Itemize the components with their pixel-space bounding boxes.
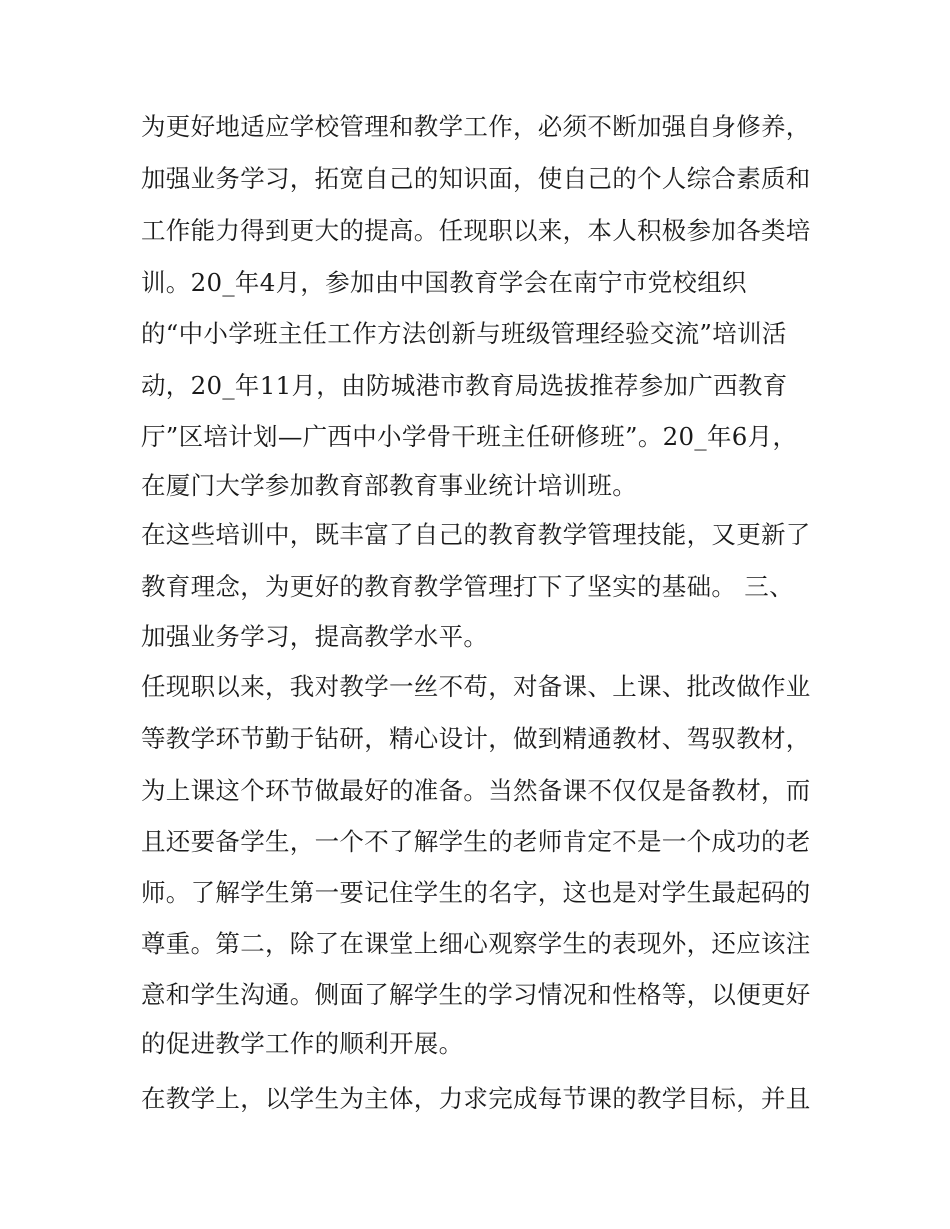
- text-line: 在厦门大学参加教育部教育事业统计培训班。: [141, 471, 637, 500]
- text-line: 在教学上，以学生为主体，力求完成每节课的教学目标，并且: [141, 1084, 811, 1113]
- text-line: 教育理念，为更好的教育教学管理打下了坚实的基础。 三、: [141, 572, 794, 601]
- text-line: 在这些培训中，既丰富了自己的教育教学管理技能，又更新了: [141, 520, 811, 549]
- text-line: 训。20_年4月，参加由中国教育学会在南宁市党校组织: [141, 268, 747, 297]
- text-line: 意和学生沟通。侧面了解学生的学习情况和性格等，以便更好: [141, 980, 811, 1009]
- text-line: 任现职以来，我对教学一丝不苟，对备课、上课、批改做作业: [141, 672, 811, 701]
- text-line: 的促进教学工作的顺利开展。: [141, 1029, 464, 1058]
- text-line: 且还要备学生，一个不了解学生的老师肯定不是一个成功的老: [141, 827, 811, 856]
- text-line: 工作能力得到更大的提高。任现职以来，本人积极参加各类培: [141, 216, 811, 245]
- text-line: 师。了解学生第一要记住学生的名字，这也是对学生最起码的: [141, 878, 811, 907]
- text-line: 为更好地适应学校管理和教学工作，必须不断加强自身修养，: [141, 112, 811, 141]
- text-line: 等教学环节勤于钻研，精心设计，做到精通教材、驾驭教材，: [141, 724, 811, 753]
- text-line: 为上课这个环节做最好的准备。当然备课不仅仅是备教材，而: [141, 776, 811, 805]
- text-line: 加强业务学习，拓宽自己的知识面，使自己的个人综合素质和: [141, 164, 811, 193]
- text-line: 的“中小学班主任工作方法创新与班级管理经验交流”培训活: [141, 319, 787, 348]
- text-line: 尊重。第二，除了在课堂上细心观察学生的表现外，还应该注: [141, 929, 811, 958]
- text-line: 厅”区培计划—广西中小学骨干班主任研修班”。20_年6月，: [141, 422, 798, 451]
- text-line: 动，20_年11月，由防城港市教育局选拔推荐参加广西教育: [141, 371, 788, 400]
- text-line: 加强业务学习，提高教学水平。: [141, 622, 489, 651]
